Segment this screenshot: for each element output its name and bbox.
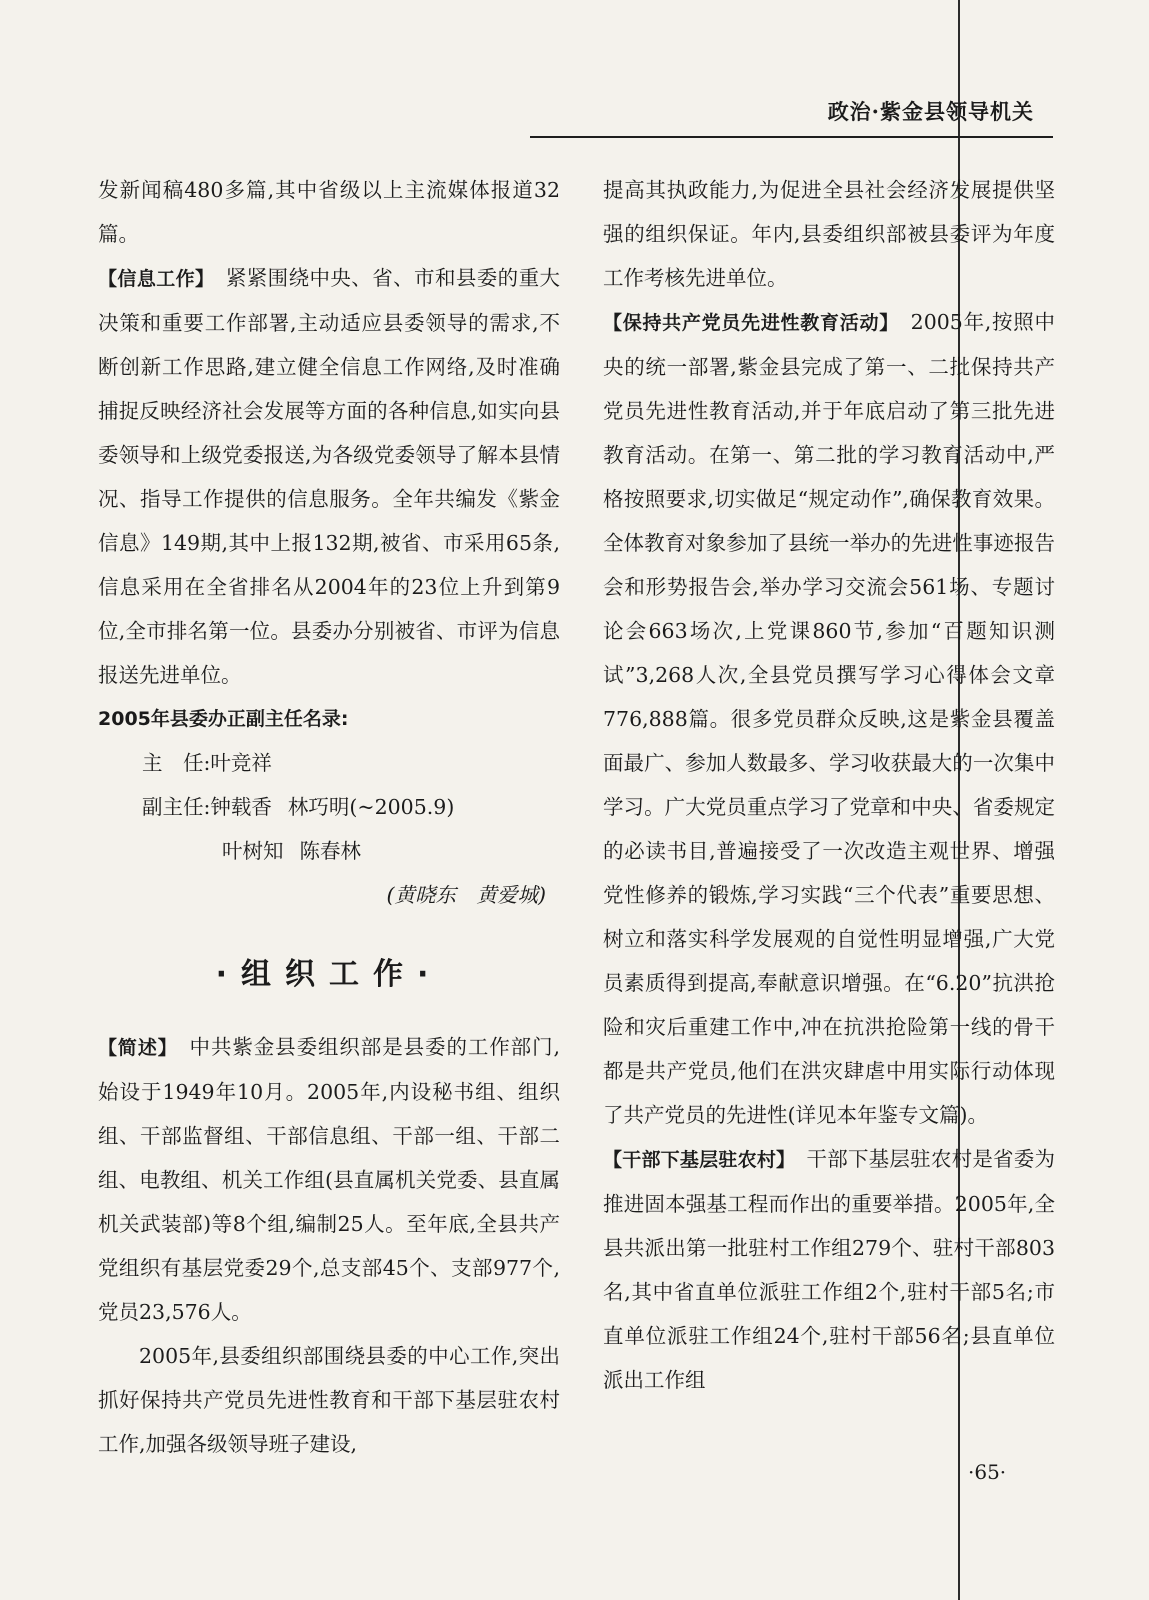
deputy-name: 林巧明(~2005.9) [287, 795, 455, 819]
paragraph-continued: 提高其执政能力,为促进全县社会经济发展提供坚强的组织保证。年内,县委组织部被县委评为年度工作考核先进单位。 [603, 178, 1055, 290]
deputy-name: 陈春林 [299, 839, 361, 863]
paragraph-org-dept: 2005年,县委组织部围绕县委的中心工作,突出抓好保持共产党员先进性教育和干部下基层驻农村工作,加强各级领导班子建设, [98, 1344, 560, 1456]
director-label: 主 任: [142, 751, 211, 775]
header-rule [530, 136, 1053, 138]
education-text: 2005年,按照中央的统一部署,紫金县完成了第一、二批保持共产党员先进性教育活动,并于年底启动了第三批先进教育活动。在第一、第二批的学习教育活动中,严格按照要求,切实做足“规定动作”,确保教育效果。全体教育对象参加了县统一举办的先进性事迹报告会和形势报告会,举办学习交流会561场、专题讨论会663场次,上党课860节,参加“百题知识测试”3,268人次,全县党员撰写学习心得体会文章776,888篇。很多党员群众反映,这是紫金县覆盖面最广、参加人数最多、学习收获最大的一次集中学习。广大党员重点学习了党章和中央、省委规定的必读书目,普遍接受了一次改造主观世界、增强党性修养的锻炼,学习实践“三个代表”重要思想、树立和落实科学发展观的自觉性明显增强,广大党员素质得到提高,奉献意识增强。在“6.20”抗洪抢险和灾后重建工作中,冲在抗洪抢险第一线的骨干都是共产党员,他们在洪灾肆虐中用实际行动体现了共产党员的先进性(详见本年鉴专文篇)。 [603, 310, 1055, 1127]
section-tag-summary: 【简述】 [98, 1037, 169, 1059]
section-heading: ·组织工作· [215, 957, 443, 992]
paragraph-summary [98, 1025, 560, 1334]
roster-deputies-1 [98, 785, 560, 829]
roster-director [98, 741, 560, 785]
section-tag-cadre: 【干部下基层驻农村】 [603, 1149, 786, 1171]
running-header: 政治·紫金县领导机关 [827, 99, 1034, 124]
cadre-text: 干部下基层驻农村是省委为推进固本强基工程而作出的重要举措。2005年,全县共派出第一批驻村工作组279个、驻村干部803名,其中省直单位派驻工作组2个,驻村干部5名;市直单位派驻工作组24个,驻村干部56名;县直单位派出工作组 [603, 1147, 1055, 1392]
deputy-name: 叶树知 [222, 839, 284, 863]
director-name: 叶竞祥 [210, 751, 272, 775]
deputy-label: 副主任: [142, 795, 211, 819]
roster-title: 2005年县委办正副主任名录: [98, 708, 349, 730]
section-tag-education: 【保持共产党员先进性教育活动】 [603, 312, 890, 334]
section-tag-info: 【信息工作】 [98, 268, 205, 290]
paragraph-cadre [603, 1137, 1055, 1402]
info-work-text: 紧紧围绕中央、省、市和县委的重大决策和重要工作部署,主动适应县委领导的需求,不断创新工作思路,建立健全信息工作网络,及时准确捕捉反映经济社会发展等方面的各种信息,如实向县委领导和上级党委报送,为各级党委领导了解本县情况、指导工作提供的信息服务。全年共编发《紫金信息》149期,其中上报132期,被省、市采用65条,信息采用在全省排名从2004年的23位上升到第9位,全市排名第一位。县委办分别被省、市评为信息报送先进单位。 [98, 266, 560, 687]
left-column [98, 168, 560, 1466]
page-number: ·65· [968, 1460, 1007, 1484]
paragraph-education [603, 300, 1055, 1137]
paragraph-news: 发新闻稿480多篇,其中省级以上主流媒体报道32篇。 [98, 178, 560, 246]
author-credit: (黄晓东 黄爱城) [386, 883, 546, 907]
roster-deputies-2 [98, 829, 560, 873]
summary-text: 中共紫金县委组织部是县委的工作部门,始设于1949年10月。2005年,内设秘书组、组织组、干部监督组、干部信息组、干部一组、干部二组、电教组、机关工作组(县直属机关党委、县直属机关武装部)等8个组,编制25人。至年底,全县共产党组织有基层党委29个,总支部45个、支部977个,党员23,576人。 [98, 1035, 560, 1324]
deputy-name: 钟载香 [210, 795, 272, 819]
paragraph-info-work [98, 256, 560, 697]
right-column [603, 168, 1055, 1402]
